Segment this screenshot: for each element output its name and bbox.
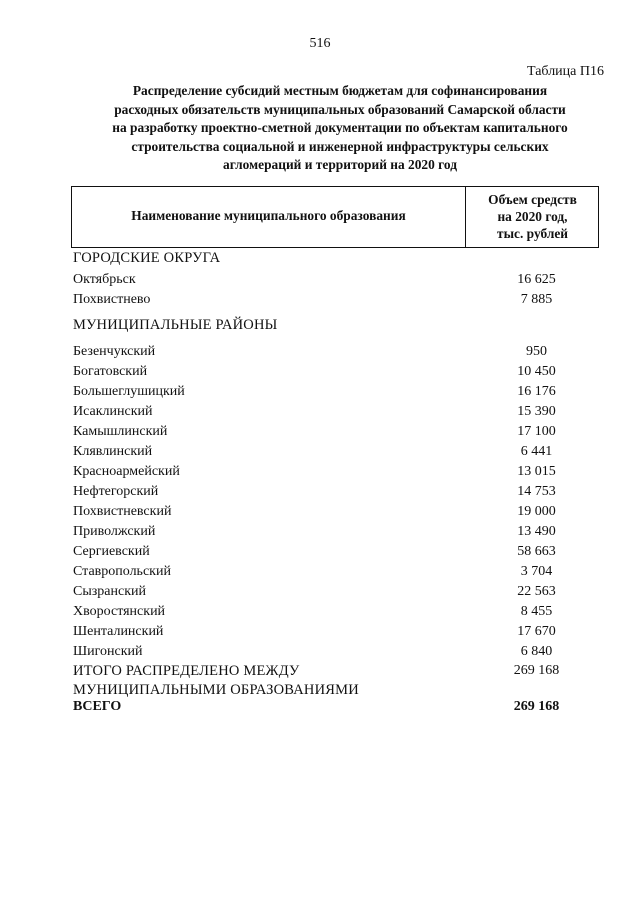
section-heading (73, 315, 600, 335)
row-value: 19 000 (517, 504, 556, 519)
table-row (73, 522, 600, 542)
row-name: Похвистневский (73, 504, 172, 519)
row-value: 950 (526, 344, 547, 359)
table-row (73, 382, 600, 402)
header-value-column (466, 191, 599, 242)
header-name-column: Наименование муниципального образования (131, 208, 406, 223)
row-value: 16 176 (517, 384, 556, 399)
row-name: Шенталинский (73, 624, 164, 639)
row-name: Камышлинский (73, 424, 168, 439)
row-name: Сергиевский (73, 544, 150, 559)
row-name: Красноармейский (73, 464, 180, 479)
subtotal-label-line: ИТОГО РАСПРЕДЕЛЕНО МЕЖДУ (73, 663, 300, 679)
row-name: Сызранский (73, 584, 146, 599)
row-value: 10 450 (517, 364, 556, 379)
row-name: Шигонский (73, 644, 143, 659)
row-name: Безенчукский (73, 344, 156, 359)
header-value-line: Объем средств (488, 192, 577, 207)
header-value-line: на 2020 год, (497, 209, 568, 224)
total-label: ВСЕГО (73, 699, 122, 714)
row-name: Похвистнево (73, 292, 151, 307)
row-value: 7 885 (520, 292, 553, 307)
row-name: Нефтегорский (73, 484, 159, 499)
row-name: Богатовский (73, 364, 148, 379)
row-value: 3 704 (520, 564, 553, 579)
table-row (73, 562, 600, 582)
subtotal-label-line: МУНИЦИПАЛЬНЫМИ ОБРАЗОВАНИЯМИ (73, 682, 359, 698)
row-value: 14 753 (517, 484, 556, 499)
table-row (73, 602, 600, 622)
table-row (73, 482, 600, 502)
table-label: Таблица П16 (527, 64, 604, 79)
row-value: 17 670 (517, 624, 556, 639)
table-row (73, 542, 600, 562)
table-row (73, 290, 600, 310)
row-value: 8 455 (520, 604, 553, 619)
section-title: ГОРОДСКИЕ ОКРУГА (73, 250, 221, 266)
row-value: 58 663 (517, 544, 556, 559)
row-value: 15 390 (517, 404, 556, 419)
document-title (70, 82, 610, 175)
row-value: 17 100 (517, 424, 556, 439)
table-row (73, 622, 600, 642)
section-title: МУНИЦИПАЛЬНЫЕ РАЙОНЫ (73, 317, 278, 333)
table-row (73, 270, 600, 290)
row-value: 13 490 (517, 524, 556, 539)
subtotal-row (73, 661, 600, 681)
total-value: 269 168 (513, 699, 560, 714)
total-row (73, 697, 600, 717)
row-value: 16 625 (517, 272, 556, 287)
row-name: Клявлинский (73, 444, 153, 459)
table-row (73, 502, 600, 522)
table-row (73, 342, 600, 362)
table-row (73, 362, 600, 382)
title-line: на разработку проектно-сметной документации по объектам капитального (112, 120, 568, 135)
header-value-line: тыс. рублей (497, 226, 568, 241)
table-row (73, 402, 600, 422)
title-line: расходных обязательств муниципальных образований Самарской области (114, 101, 566, 117)
row-name: Приволжский (73, 524, 156, 539)
table-header (71, 186, 599, 248)
table-row (73, 422, 600, 442)
row-name: Хворостянский (73, 604, 166, 619)
table-row (73, 442, 600, 462)
row-name: Большеглушицкий (73, 384, 185, 399)
subtotal-value: 269 168 (513, 663, 560, 678)
title-line: строительства социальной и инженерной инфраструктуры сельских (131, 138, 549, 154)
title-line: Распределение субсидий местным бюджетам для софинансирования (132, 83, 548, 98)
row-name: Октябрьск (73, 272, 136, 287)
page-number: 516 (309, 36, 331, 51)
row-value: 13 015 (517, 464, 556, 479)
table-row (73, 582, 600, 602)
row-value: 6 441 (520, 444, 553, 459)
section-heading (73, 248, 600, 268)
table-row (73, 462, 600, 482)
row-value: 22 563 (517, 584, 556, 599)
row-name: Исаклинский (73, 404, 153, 419)
table-row (73, 642, 600, 662)
title-line: агломераций и территорий на 2020 год (223, 157, 457, 172)
row-value: 6 840 (520, 644, 553, 659)
row-name: Ставропольский (73, 564, 171, 579)
